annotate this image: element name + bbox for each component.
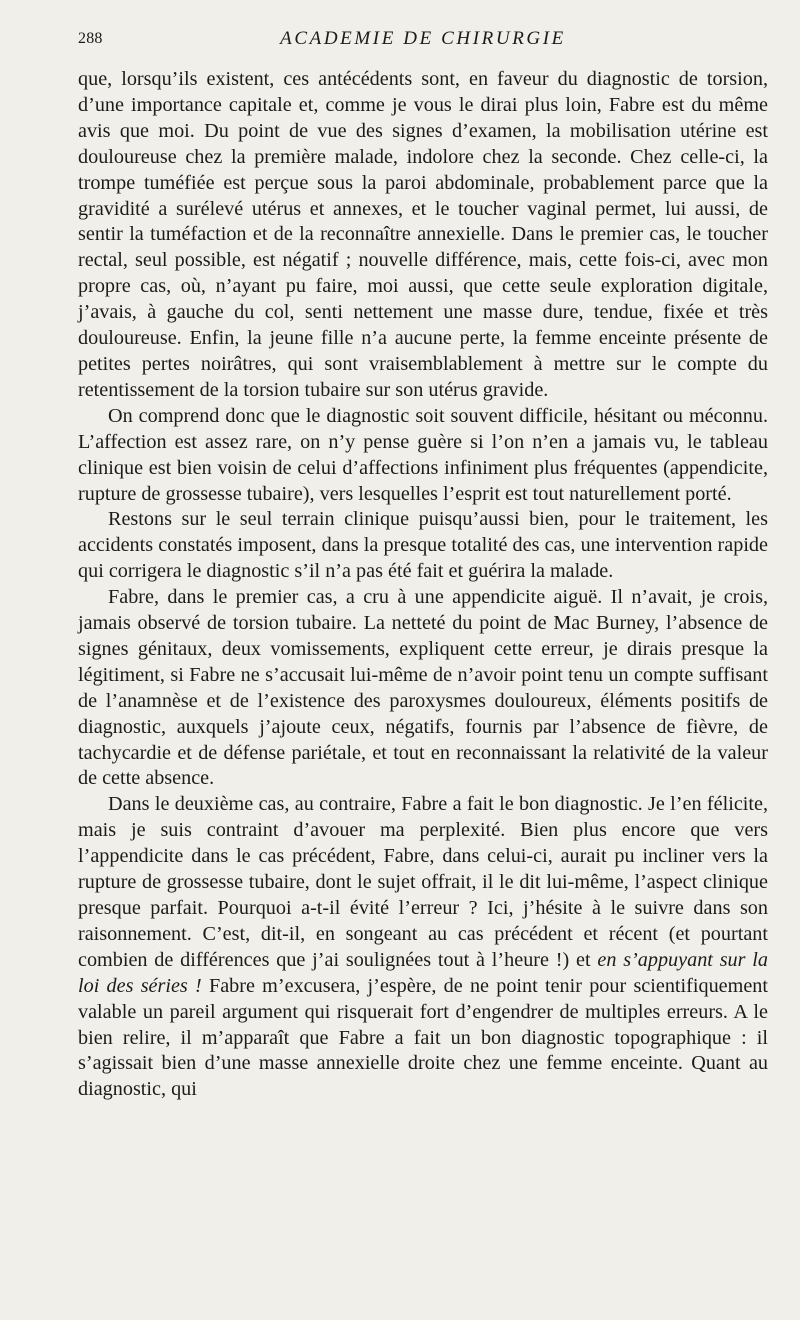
paragraph-5-italic-phrase: en s’appuyant sur la loi des séries ! — [78, 948, 768, 997]
page-header — [78, 28, 768, 54]
paragraph-3: Restons sur le seul terrain clinique puisqu’aussi bien, pour le traitement, les accidents constatés imposent, dans la presque totalité des cas, une intervention rapide qui corrigera le diagnostic s’il n’a pas été fait et guérira la malade. — [78, 508, 768, 583]
paragraph-5-text-after: Fabre m’excusera, j’espère, de ne point tenir pour scientifiquement valable un pareil argument qui risquerait fort d’engendrer de multiples erreurs. A le bien relire, il m’apparaît que Fabre a fait un bon diagnostic topographique : il s’agissait bien d’une masse annexielle droite chez une femme enceinte. Quant au diagnostic, qui — [78, 974, 768, 1101]
running-head-title: ACADEMIE DE CHIRURGIE — [280, 28, 566, 49]
body-text — [78, 67, 768, 1103]
paragraph-5 — [78, 792, 768, 1103]
page-number: 288 — [78, 30, 103, 47]
paragraph-4: Fabre, dans le premier cas, a cru à une appendicite aiguë. Il n’avait, je crois, jamais observé de torsion tubaire. La netteté du point de Mac Burney, l’absence de signes génitaux, deux vomissements, expliquent cette erreur, je dirais presque la légitiment, si Fabre ne s’accusait lui-même de n’avoir point tenu un compte suffisant de l’anamnèse et de l’existence des paroxysmes douloureux, éléments positifs de diagnostic, auxquels j’ajoute ceux, négatifs, fournis par l’absence de fièvre, de tachycardie et de défense pariétale, et tout en reconnaissant la relativité de la valeur de cette absence. — [78, 586, 768, 790]
paragraph-1: que, lorsqu’ils existent, ces antécédents sont, en faveur du diagnostic de torsion, d’une importance capitale et, comme je vous le dirai plus loin, Fabre est du même avis que moi. Du point de vue des signes d’examen, la mobilisation utérine est douloureuse chez la première malade, indolore chez la seconde. Chez celle-ci, la trompe tuméfiée est perçue sous la paroi abdominale, probablement parce que la gravidité a surélevé utérus et annexes, et le toucher vaginal permet, lui aussi, de sentir la tuméfaction et de la reconnaître annexielle. Dans le premier cas, le toucher rectal, seul possible, est négatif ; nouvelle différence, mais, cette fois-ci, avec mon propre cas, où, n’ayant pu faire, moi aussi, que cette seule exploration digitale, j’avais, à gauche du col, senti nettement une masse dure, tendue, fixée et très douloureuse. Enfin, la jeune fille n’a aucune perte, la femme enceinte présente de petites pertes noirâtres, qui sont vraisemblablement à mettre sur le compte du retentissement de la torsion tubaire sur son utérus gravide. — [78, 68, 768, 401]
paragraph-2: On comprend donc que le diagnostic soit souvent difficile, hésitant ou méconnu. L’affection est assez rare, on n’y pense guère si l’on n’en a jamais vu, le tableau clinique est bien voisin de celui d’affections infiniment plus fréquentes (appendicite, rupture de grossesse tubaire), vers lesquelles l’esprit est tout naturellement porté. — [78, 404, 768, 505]
paragraph-5-text-before: Dans le deuxième cas, au contraire, Fabre a fait le bon diagnostic. Je l’en félicite, mais je suis contraint d’avouer ma perplexité. Bien plus encore que vers l’appendicite dans le cas précédent, Fabre, dans celui-ci, aurait pu incliner vers la rupture de grossesse tubaire, dont le sujet offrait, il le dit lui-même, l’aspect clinique presque parfait. Pourquoi a-t-il évité l’erreur ? Ici, j’hésite à le suivre dans son raisonnement. C’est, dit-il, en songeant au cas précédent et récent (et pourtant combien de différences que j’ai soulignées tout à l’heure !) et — [78, 793, 768, 971]
